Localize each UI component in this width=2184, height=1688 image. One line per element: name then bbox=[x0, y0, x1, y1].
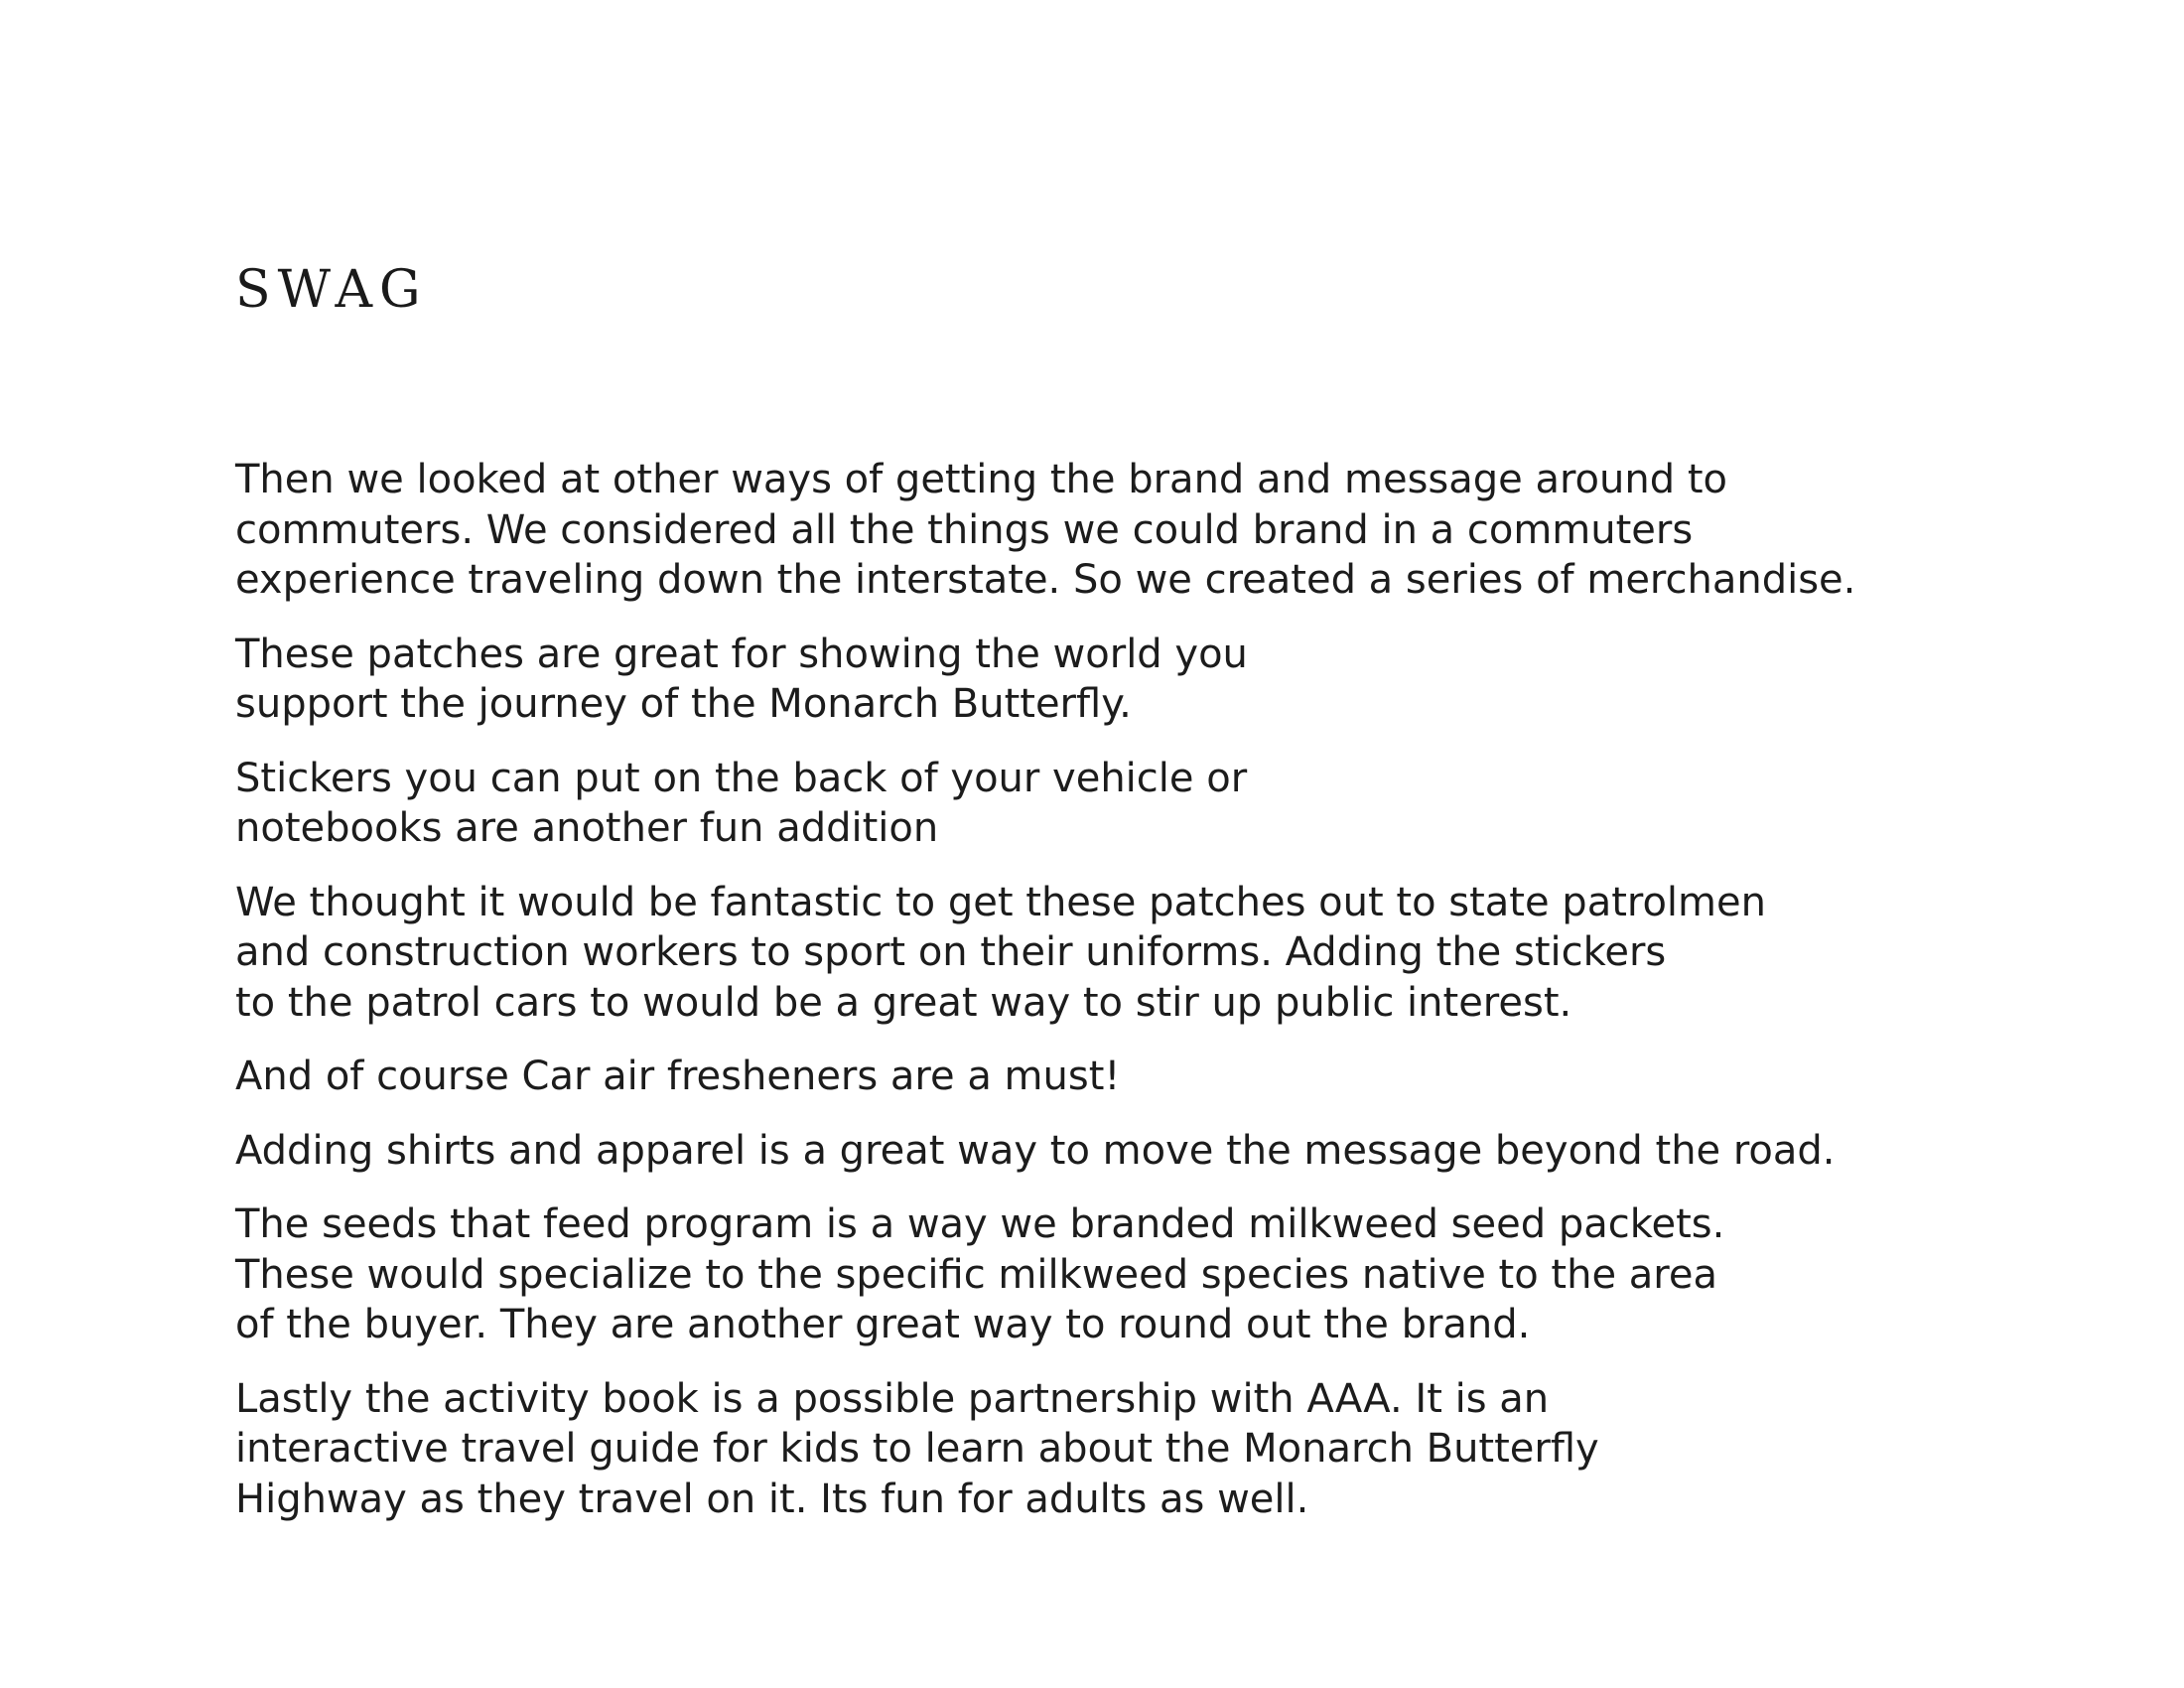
paragraph-line: We thought it would be fantastic to get these patches out to state patrolmen bbox=[235, 879, 1766, 925]
paragraph-line: and construction workers to sport on their uniforms. Adding the stickers bbox=[235, 929, 1667, 975]
paragraph-line: And of course Car air fresheners are a must! bbox=[235, 1054, 1121, 1099]
paragraph-line: notebooks are another fun addition bbox=[235, 805, 939, 851]
paragraph-patches bbox=[235, 630, 2022, 730]
paragraph-line: These patches are great for showing the world you bbox=[235, 631, 1248, 677]
paragraph-line: Then we looked at other ways of getting the brand and message around to bbox=[235, 457, 1727, 502]
paragraph-stickers bbox=[235, 754, 2022, 854]
paragraph-line: to the patrol cars to would be a great way to stir up public interest. bbox=[235, 979, 1572, 1026]
paragraph-line: The seeds that feed program is a way we branded milkweed seed packets. bbox=[235, 1201, 1725, 1247]
paragraph-line: Lastly the activity book is a possible partnership with AAA. It is an bbox=[235, 1375, 1550, 1422]
paragraph-line: These would specialize to the specific milkweed species native to the area bbox=[235, 1251, 1717, 1298]
paragraph-line: Highway as they travel on it. Its fun for adults as well. bbox=[235, 1476, 1309, 1522]
paragraph-patrolmen bbox=[235, 878, 2022, 1029]
paragraph-activity-book bbox=[235, 1374, 2022, 1525]
paragraph-intro bbox=[235, 455, 2022, 606]
paragraph-line: experience traveling down the interstate. So we created a series of merchandise. bbox=[235, 557, 1856, 603]
paragraph-air-fresheners bbox=[235, 1052, 2022, 1102]
paragraph-seeds bbox=[235, 1199, 2022, 1350]
paragraph-line: interactive travel guide for kids to learn about the Monarch Butterfly bbox=[235, 1426, 1599, 1472]
paragraph-line: Adding shirts and apparel is a great way to move the message beyond the road. bbox=[235, 1127, 1836, 1174]
paragraph-line: commuters. We considered all the things we could brand in a commuters bbox=[235, 506, 1694, 553]
paragraph-line: support the journey of the Monarch Butterfly. bbox=[235, 681, 1132, 727]
paragraph-apparel bbox=[235, 1126, 2022, 1177]
paragraph-line: Stickers you can put on the back of your vehicle or bbox=[235, 755, 1248, 801]
paragraph-line: of the buyer. They are another great way to round out the brand. bbox=[235, 1302, 1531, 1347]
body-text bbox=[235, 455, 2022, 1548]
page-title: SWAG bbox=[235, 260, 428, 320]
